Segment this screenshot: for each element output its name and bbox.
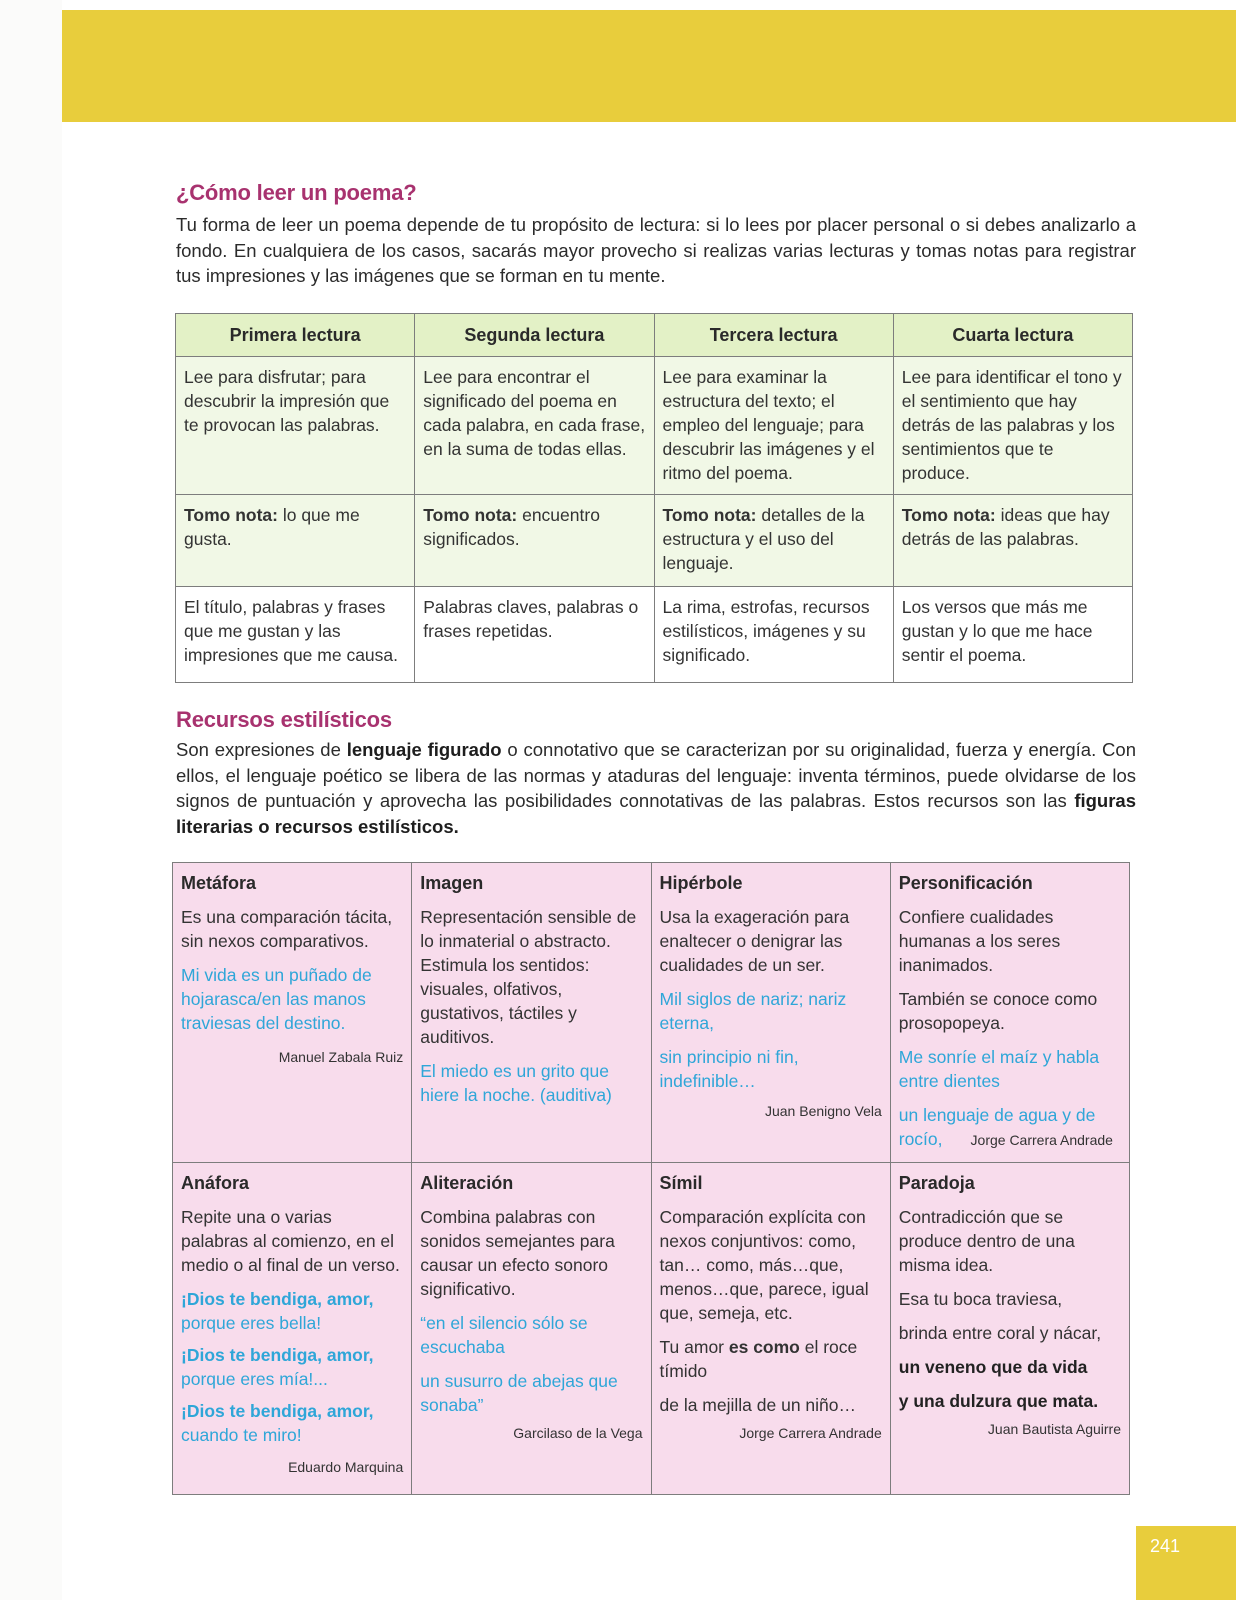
figure-definition: Contradicción que se produce dentro de una misma idea. bbox=[898, 1207, 1075, 1275]
figures-table bbox=[172, 862, 1130, 1495]
simile-example-line: de la mejilla de un niño… bbox=[659, 1395, 857, 1415]
section-title-stylistic: Recursos estilísticos bbox=[176, 707, 392, 732]
purpose-cell: Lee para identificar el tono y el sentimiento que hay detrás de las palabras y los sentimientos que te produce. bbox=[893, 357, 1132, 495]
anaphora-line: ¡Dios te bendiga, amor, bbox=[181, 1401, 374, 1421]
section-stylistic-resources bbox=[176, 707, 1136, 839]
figure-author: Eduardo Marquina bbox=[288, 1459, 404, 1475]
note-text: ideas que hay detrás de las palabras. bbox=[901, 505, 1110, 549]
figure-example: Mi vida es un puñado de hojarasca/en las manos traviesas del destino. bbox=[181, 965, 372, 1033]
item-cell: Palabras claves, palabras o frases repetidas. bbox=[415, 587, 654, 683]
figure-example: sin principio ni fin, indefinible… bbox=[659, 1047, 799, 1091]
note-label: Tomo nota: bbox=[901, 505, 996, 525]
figure-definition: Repite una o varias palabras al comienzo, en el medio o al final de un verso. bbox=[181, 1207, 400, 1275]
figure-title: Aliteración bbox=[420, 1173, 514, 1193]
note-label: Tomo nota: bbox=[662, 505, 757, 525]
figure-cell-hiperbole bbox=[651, 863, 890, 1163]
figure-title: Metáfora bbox=[181, 873, 257, 893]
simile-connector: es como bbox=[728, 1337, 800, 1357]
verse-line: porque eres bella! bbox=[181, 1313, 322, 1333]
purpose-cell: Lee para examinar la estructura del texto; el empleo del lenguaje; para descubrir las imágenes y el ritmo del poema. bbox=[654, 357, 893, 495]
figures-table-wrap bbox=[172, 862, 1132, 1495]
figure-definition-extra: También se conoce como prosopopeya. bbox=[898, 989, 1098, 1033]
verse-line-bold: y una dulzura que mata. bbox=[898, 1391, 1099, 1411]
item-cell: El título, palabras y frases que me gustan y las impresiones que me causa. bbox=[176, 587, 415, 683]
figure-definition: Representación sensible de lo inmaterial o abstracto. Estimula los sentidos: visuales, olfativos, gustativos, táctiles y auditivos. bbox=[420, 907, 637, 1047]
figure-author: Jorge Carrera Andrade bbox=[970, 1132, 1113, 1148]
figure-cell-imagen bbox=[412, 863, 651, 1163]
verse-line: brinda entre coral y nácar, bbox=[898, 1323, 1102, 1343]
figure-title: Personificación bbox=[898, 873, 1033, 893]
figure-author: Juan Bautista Aguirre bbox=[987, 1421, 1121, 1437]
note-cell bbox=[654, 495, 893, 587]
anaphora-line: ¡Dios te bendiga, amor, bbox=[181, 1345, 374, 1365]
simile-text: Tu amor bbox=[659, 1337, 729, 1357]
figure-example: un lenguaje de agua y de rocío, bbox=[898, 1105, 1096, 1149]
note-cell bbox=[415, 495, 654, 587]
verse-line: cuando te miro! bbox=[181, 1425, 302, 1445]
simile-example-line bbox=[660, 1335, 882, 1383]
figure-author: Jorge Carrera Andrade bbox=[739, 1425, 882, 1441]
purpose-row bbox=[176, 357, 1133, 495]
note-text: detalles de la estructura y el uso del lenguaje. bbox=[662, 505, 865, 573]
item-cell: Los versos que más me gustan y lo que me hace sentir el poema. bbox=[893, 587, 1132, 683]
figure-cell-personificacion bbox=[890, 863, 1129, 1163]
readings-table bbox=[175, 313, 1133, 683]
figure-definition: Combina palabras con sonidos semejantes para causar un efecto sonoro significativo. bbox=[420, 1207, 615, 1299]
figure-example: un susurro de abejas que sonaba” bbox=[420, 1371, 618, 1415]
figure-example-stanza bbox=[181, 1343, 403, 1391]
figure-example-stanza bbox=[181, 1399, 403, 1447]
page-left-edge bbox=[0, 0, 62, 1600]
items-row bbox=[176, 587, 1133, 683]
figure-example-stanza bbox=[181, 1287, 403, 1335]
figure-example: El miedo es un grito que hiere la noche. (auditiva) bbox=[420, 1061, 612, 1105]
figure-example: Mil siglos de nariz; nariz eterna, bbox=[659, 989, 847, 1033]
figure-title: Paradoja bbox=[898, 1173, 975, 1193]
stylistic-text-2: o connotativo que se caracterizan por su originalidad, fuerza y energía. Con ellos, el lenguaje poético se libera de las normas y ataduras del lenguaje: inventa términos, puede olvidarse de los signos de puntuación y aprovecha las posibilidades connotativas de las palabras. Estos recursos son las bbox=[176, 739, 1136, 811]
figure-cell-metafora bbox=[173, 863, 412, 1163]
verse-line: Esa tu boca traviesa, bbox=[898, 1289, 1063, 1309]
figure-author: Manuel Zabala Ruiz bbox=[278, 1049, 404, 1065]
note-cell bbox=[893, 495, 1132, 587]
stylistic-bold-1: lenguaje figurado bbox=[346, 739, 502, 760]
header-segunda: Segunda lectura bbox=[415, 314, 654, 357]
stylistic-paragraph bbox=[176, 737, 1136, 839]
readings-table-wrap bbox=[175, 313, 1135, 683]
note-label: Tomo nota: bbox=[184, 505, 278, 525]
figure-author: Juan Benigno Vela bbox=[764, 1103, 882, 1119]
note-label: Tomo nota: bbox=[423, 505, 518, 525]
figure-title: Anáfora bbox=[181, 1173, 250, 1193]
figure-cell-paradoja bbox=[890, 1163, 1129, 1495]
figure-cell-anafora bbox=[173, 1163, 412, 1495]
item-cell: La rima, estrofas, recursos estilísticos, imágenes y su significado. bbox=[654, 587, 893, 683]
notes-row bbox=[176, 495, 1133, 587]
figure-cell-aliteracion bbox=[412, 1163, 651, 1495]
figure-author: Garcilaso de la Vega bbox=[513, 1425, 643, 1441]
section-title-how-to-read: ¿Cómo leer un poema? bbox=[176, 180, 417, 205]
figure-definition: Confiere cualidades humanas a los seres inanimados. bbox=[898, 907, 1061, 975]
figure-definition: Usa la exageración para enaltecer o denigrar las cualidades de un ser. bbox=[659, 907, 850, 975]
figure-cell-simil bbox=[651, 1163, 890, 1495]
stylistic-text-1: Son expresiones de bbox=[176, 739, 347, 760]
figure-example: “en el silencio sólo se escuchaba bbox=[420, 1313, 588, 1357]
figure-example: Me sonríe el maíz y habla entre dientes bbox=[898, 1047, 1100, 1091]
header-primera: Primera lectura bbox=[176, 314, 415, 357]
page-number: 241 bbox=[1150, 1536, 1181, 1556]
figure-title: Símil bbox=[659, 1173, 703, 1193]
header-tercera: Tercera lectura bbox=[654, 314, 893, 357]
note-text: encuentro significados. bbox=[423, 505, 600, 549]
note-cell bbox=[176, 495, 415, 587]
simile-text: el roce tímido bbox=[659, 1337, 858, 1381]
figure-title: Hipérbole bbox=[659, 873, 743, 893]
stylistic-bold-2: figuras literarias o recursos estilísticos. bbox=[176, 790, 1136, 837]
figure-definition: Comparación explícita con nexos conjuntivos: como, tan… como, más…que, menos…que, parece, igual que, semeja, etc. bbox=[659, 1207, 869, 1323]
figures-row-2 bbox=[173, 1163, 1130, 1495]
intro-paragraph: Tu forma de leer un poema depende de tu propósito de lectura: si lo lees por placer personal o si debes analizarlo a fondo. En cualquiera de los casos, sacarás mayor provecho si realizas varias lecturas y tomas notas para registrar tus impresiones y las imágenes que se forman en tu mente. bbox=[176, 214, 1136, 286]
figures-row-1 bbox=[173, 863, 1130, 1163]
figure-example-with-author bbox=[899, 1103, 1121, 1152]
verse-line-bold: un veneno que da vida bbox=[898, 1357, 1088, 1377]
section-how-to-read bbox=[176, 180, 1136, 289]
anaphora-line: ¡Dios te bendiga, amor, bbox=[181, 1289, 374, 1309]
figure-title: Imagen bbox=[420, 873, 484, 893]
figure-definition: Es una comparación tácita, sin nexos comparativos. bbox=[181, 907, 393, 951]
readings-header-row bbox=[176, 314, 1133, 357]
purpose-cell: Lee para encontrar el significado del poema en cada palabra, en cada frase, en la suma de todas ellas. bbox=[415, 357, 654, 495]
top-color-band bbox=[62, 10, 1236, 122]
header-cuarta: Cuarta lectura bbox=[893, 314, 1132, 357]
verse-line: porque eres mía!... bbox=[181, 1369, 328, 1389]
note-text: lo que me gusta. bbox=[184, 505, 360, 549]
purpose-cell: Lee para disfrutar; para descubrir la impresión que te provocan las palabras. bbox=[176, 357, 415, 495]
